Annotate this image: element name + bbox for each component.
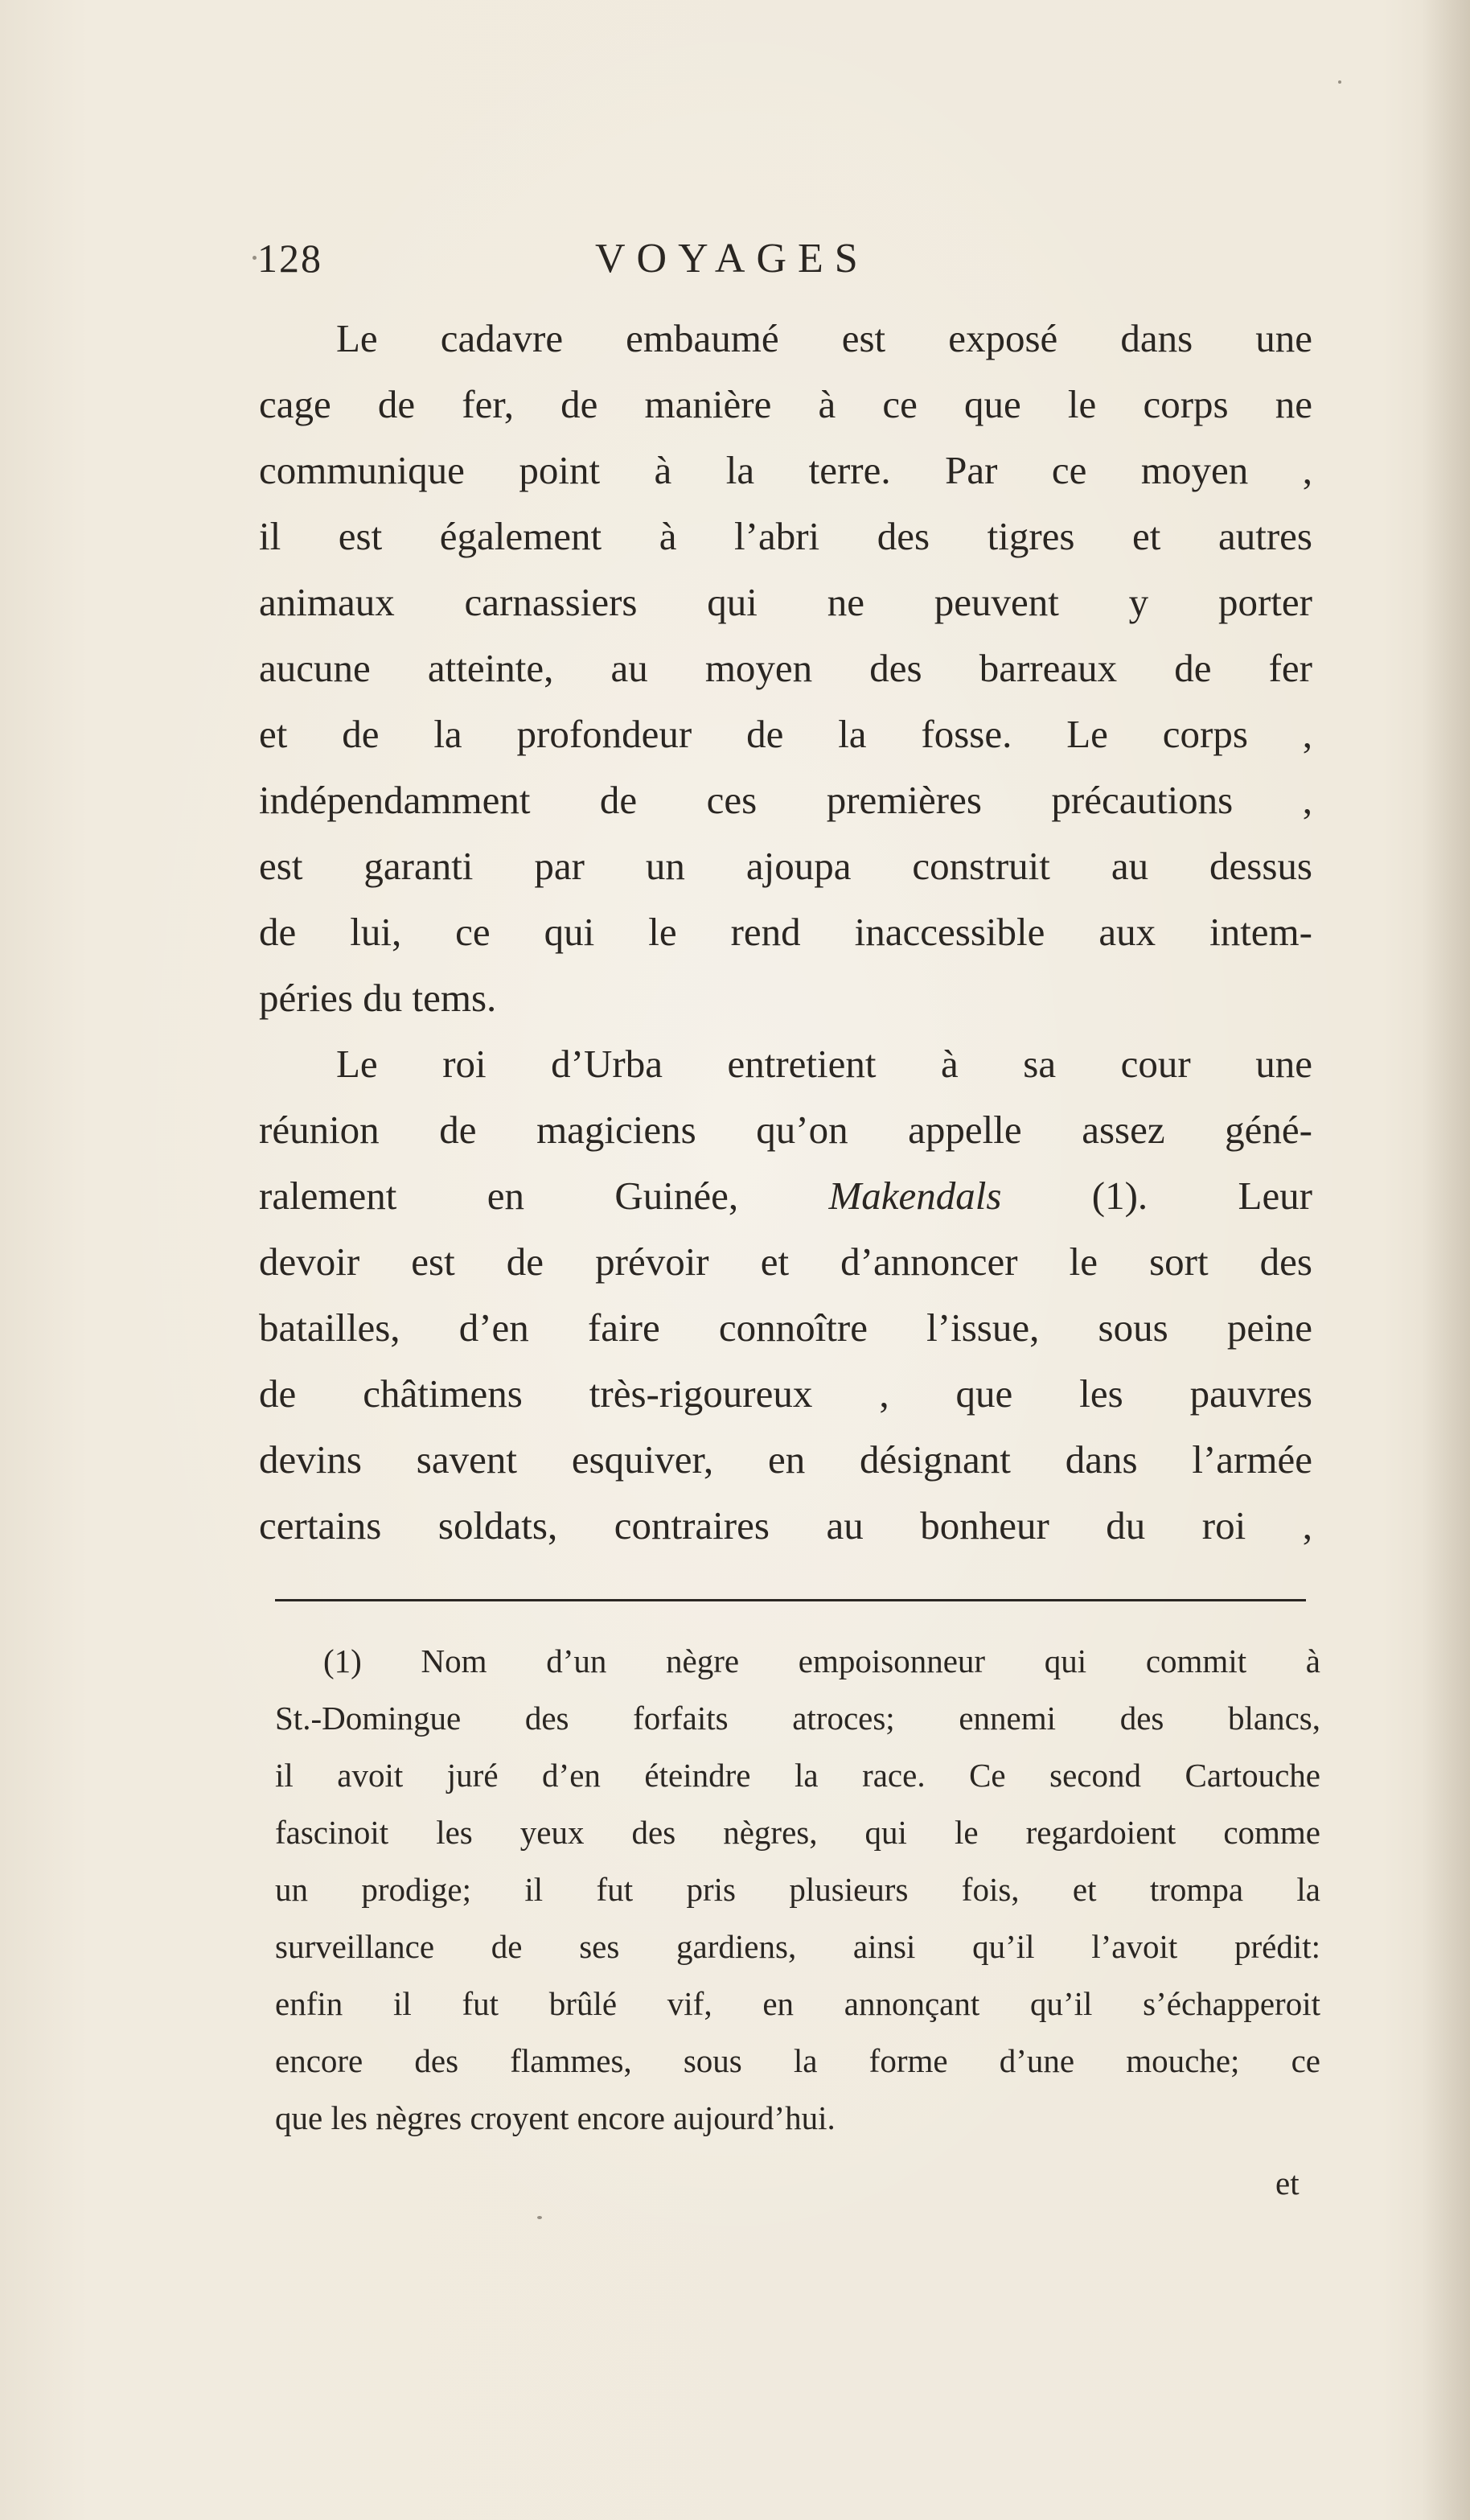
body-line: aucune atteinte, au moyen des barreaux de fer [259,646,1312,690]
body-line: péries du tems. [259,976,497,1020]
body-line: réunion de magiciens qu’on appelle assez géné- [259,1108,1312,1152]
body-line: il est également à l’abri des tigres et autres [259,514,1312,558]
running-title: VOYAGES [595,236,869,282]
body-line: de châtimens très-rigoureux , que les pauvres [259,1371,1312,1416]
catchword: et [1275,2164,1300,2201]
body-line-end: (1). Leur [1091,1174,1313,1218]
footnote-line: il avoit juré d’en éteindre la race. Ce second Cartouche [275,1757,1320,1794]
footnote-line: surveillance de ses gardiens, ainsi qu’il l’avoit prédit: [275,1928,1320,1965]
footnote [275,1633,1320,2147]
footnote-line: un prodige; il fut pris plusieurs fois, et trompa la [275,1871,1320,1908]
footnote-line: enfin il fut brûlé vif, en annonçant qu’il s’échapperoit [275,1985,1320,2022]
body-line: devoir est de prévoir et d’annoncer le sort des [259,1239,1312,1284]
body-line: Le roi d’Urba entretient à sa cour une [336,1042,1312,1086]
paper-speck [537,2216,542,2219]
body-line: devins savent esquiver, en désignant dans l’armée [259,1437,1312,1482]
body-line: et de la profondeur de la fosse. Le corps , [259,712,1312,756]
italic-term: Makendals [828,1174,1002,1218]
footnote-rule [275,1599,1306,1601]
body-line-with-italic [259,1163,1312,1229]
body-line: est garanti par un ajoupa construit au dessus [259,844,1312,888]
body-text [259,306,1312,1559]
body-line: batailles, d’en faire connoître l’issue, sous peine [259,1305,1312,1350]
footnote-line: que les nègres croyent encore aujourd’hui. [275,2099,836,2136]
footnote-line: fascinoit les yeux des nègres, qui le regardoient comme [275,1814,1320,1851]
page-number: 128 [257,236,322,281]
body-line: Le cadavre embaumé est exposé dans une [336,316,1312,360]
body-line: communique point à la terre. Par ce moyen , [259,448,1312,492]
body-line: indépendamment de ces premières précautions , [259,778,1312,822]
page-edge-shadow [1422,0,1470,2520]
footnote-line: (1) Nom d’un nègre empoisonneur qui commit à [323,1642,1320,1679]
body-line: certains soldats, contraires au bonheur du roi , [259,1503,1312,1548]
body-line: de lui, ce qui le rend inaccessible aux intem- [259,910,1312,954]
paper-speck [253,256,257,260]
footnote-line: St.-Domingue des forfaits atroces; ennemi des blancs, [275,1700,1320,1737]
running-head [257,235,1303,299]
body-line: cage de fer, de manière à ce que le corps ne [259,382,1312,426]
body-line-start: ralement en Guinée, [259,1174,739,1218]
body-line: animaux carnassiers qui ne peuvent y porter [259,580,1312,624]
footnote-line: encore des flammes, sous la forme d’une mouche; ce [275,2042,1320,2079]
paper-speck [1338,80,1341,84]
